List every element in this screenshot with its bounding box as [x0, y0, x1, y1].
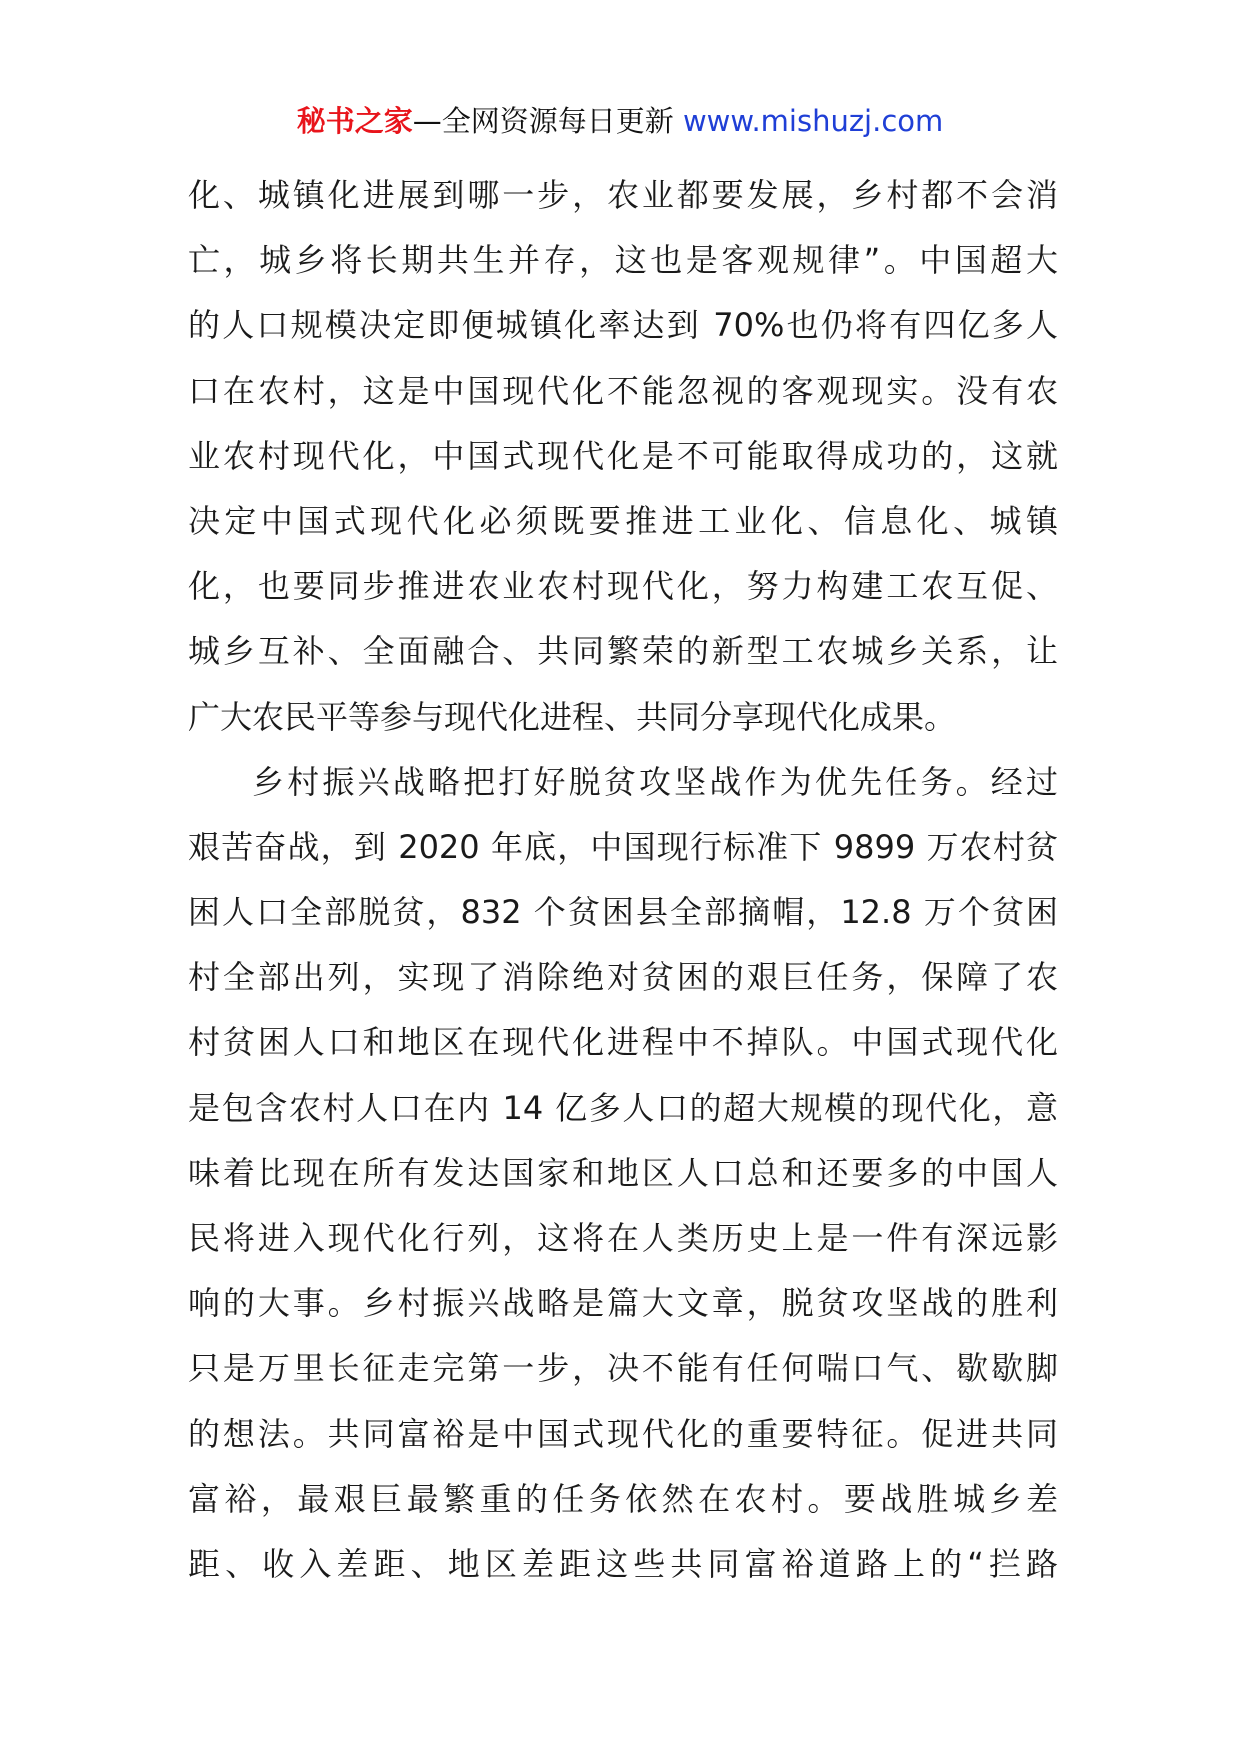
- text-line: 村全部出列，实现了消除绝对贫困的艰巨任务，保障了农: [188, 958, 1058, 997]
- text-line: 决定中国式现代化必须既要推进工业化、信息化、城镇: [188, 501, 1058, 540]
- text-line: 广大农民平等参与现代化进程、共同分享现代化成果。: [188, 697, 957, 736]
- site-tagline: —全网资源每日更新: [412, 104, 683, 138]
- text-line: 富裕，最艰巨最繁重的任务依然在农村。要战胜城乡差: [188, 1479, 1058, 1518]
- site-url-link[interactable]: www.mishuzj.com: [682, 104, 944, 138]
- text-line: 困人口全部脱贫，832 个贫困县全部摘帽，12.8 万个贫困: [188, 893, 1058, 932]
- text-line: 化、城镇化进展到哪一步，农业都要发展，乡村都不会消: [188, 176, 1058, 214]
- text-line: 只是万里长征走完第一步，决不能有任何喘口气、歇歇脚: [188, 1349, 1058, 1388]
- text-line: 艰苦奋战，到 2020 年底，中国现行标准下 9899 万农村贫: [188, 827, 1058, 866]
- text-line: 的想法。共同富裕是中国式现代化的重要特征。促进共同: [188, 1414, 1058, 1453]
- text-line: 是包含农村人口在内 14 亿多人口的超大规模的现代化，意: [188, 1088, 1058, 1127]
- text-line: 的人口规模决定即便城镇化率达到 70%也仍将有四亿多人: [188, 306, 1058, 345]
- document-body: [188, 163, 1058, 1597]
- text-line: 亡，城乡将长期共生并存，这也是客观规律”。中国超大: [188, 241, 1058, 280]
- paragraph-first-line: 乡村振兴战略把打好脱贫攻坚战作为优先任务。经过: [252, 762, 1058, 801]
- text-line: 距、收入差距、地区差距这些共同富裕道路上的“拦路: [188, 1544, 1058, 1583]
- text-line: 城乡互补、全面融合、共同繁荣的新型工农城乡关系，让: [188, 632, 1058, 671]
- text-line: 村贫困人口和地区在现代化进程中不掉队。中国式现代化: [188, 1023, 1058, 1062]
- text-line: 味着比现在所有发达国家和地区人口总和还要多的中国人: [188, 1153, 1058, 1192]
- text-line: 响的大事。乡村振兴战略是篇大文章，脱贫攻坚战的胜利: [188, 1284, 1058, 1323]
- text-line: 化，也要同步推进农业农村现代化，努力构建工农互促、: [188, 567, 1058, 606]
- site-header: [0, 100, 1240, 142]
- text-line: 民将进入现代化行列，这将在人类历史上是一件有深远影: [188, 1219, 1058, 1257]
- text-line: 业农村现代化，中国式现代化是不可能取得成功的，这就: [188, 436, 1058, 475]
- text-line: 口在农村，这是中国现代化不能忽视的客观现实。没有农: [188, 371, 1058, 410]
- site-brand: 秘书之家: [296, 104, 413, 138]
